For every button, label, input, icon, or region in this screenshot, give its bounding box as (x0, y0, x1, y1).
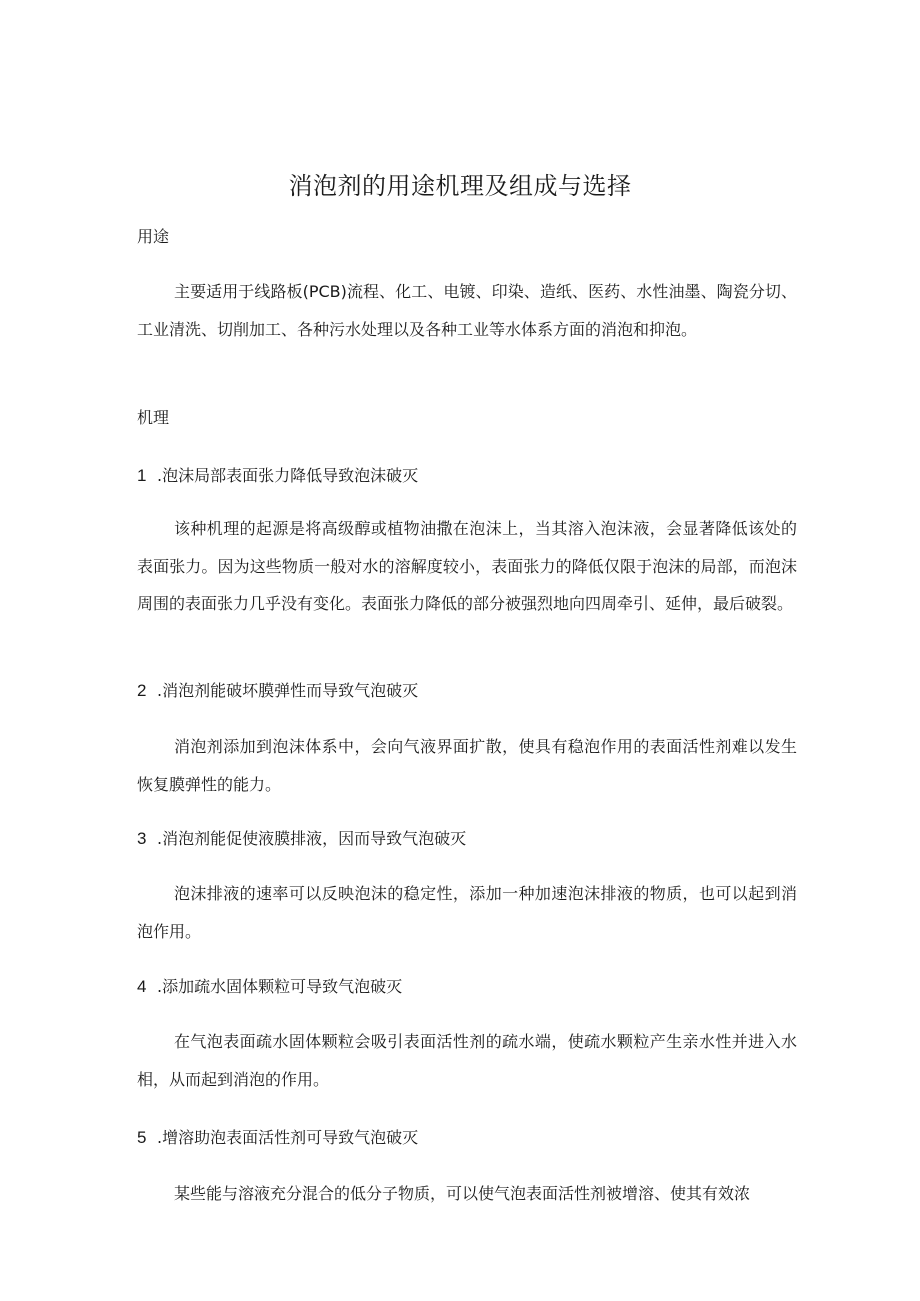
mechanism-item-title: .添加疏水固体颗粒可导致气泡破灭 (157, 977, 403, 996)
mechanism-item-number: 2 (137, 681, 147, 700)
document-title: 消泡剂的用途机理及组成与选择 (288, 172, 632, 200)
mechanism-item-number: 3 (137, 829, 147, 848)
usage-paragraph: 主要适用于线路板(PCB)流程、化工、电镀、印染、造纸、医药、水性油墨、陶瓷分切、工业清洗、切削加工、各种污水处理以及各种工业等水体系方面的消泡和抑泡。 (137, 282, 797, 339)
mechanism-item-5-heading (137, 1126, 418, 1150)
section-heading-usage: 用途 (137, 227, 170, 246)
section-heading-mechanism: 机理 (137, 408, 170, 427)
mechanism-item-number: 5 (137, 1128, 147, 1147)
mechanism-item-1-heading (137, 464, 418, 488)
mechanism-item-2-paragraph: 消泡剂添加到泡沫体系中，会向气液界面扩散，使具有稳泡作用的表面活性剂难以发生恢复膜弹性的能力。 (137, 737, 797, 794)
mechanism-item-1-paragraph: 该种机理的起源是将高级醇或植物油撒在泡沫上，当其溶入泡沫液，会显著降低该处的表面张力。因为这些物质一般对水的溶解度较小，表面张力的降低仅限于泡沫的局部，而泡沫周围的表面张力几乎没有变化。表面张力降低的部分被强烈地向四周牵引、延伸，最后破裂。 (137, 519, 797, 613)
mechanism-item-4-heading (137, 975, 402, 999)
mechanism-item-3-heading (137, 827, 466, 851)
mechanism-item-4-paragraph: 在气泡表面疏水固体颗粒会吸引表面活性剂的疏水端，使疏水颗粒产生亲水性并进入水相，从而起到消泡的作用。 (137, 1032, 797, 1089)
mechanism-item-title: .泡沫局部表面张力降低导致泡沫破灭 (157, 466, 419, 485)
mechanism-item-2-heading (137, 679, 418, 703)
mechanism-item-title: .增溶助泡表面活性剂可导致气泡破灭 (157, 1128, 419, 1147)
mechanism-item-5-paragraph: 某些能与溶液充分混合的低分子物质，可以使气泡表面活性剂被增溶、使其有效浓 (174, 1184, 751, 1203)
mechanism-item-title: .消泡剂能破坏膜弹性而导致气泡破灭 (157, 681, 419, 700)
mechanism-item-number: 1 (137, 466, 147, 485)
mechanism-item-title: .消泡剂能促使液膜排液，因而导致气泡破灭 (157, 829, 467, 848)
mechanism-item-number: 4 (137, 977, 147, 996)
mechanism-item-3-paragraph: 泡沫排液的速率可以反映泡沫的稳定性，添加一种加速泡沫排液的物质，也可以起到消泡作用。 (137, 884, 797, 941)
